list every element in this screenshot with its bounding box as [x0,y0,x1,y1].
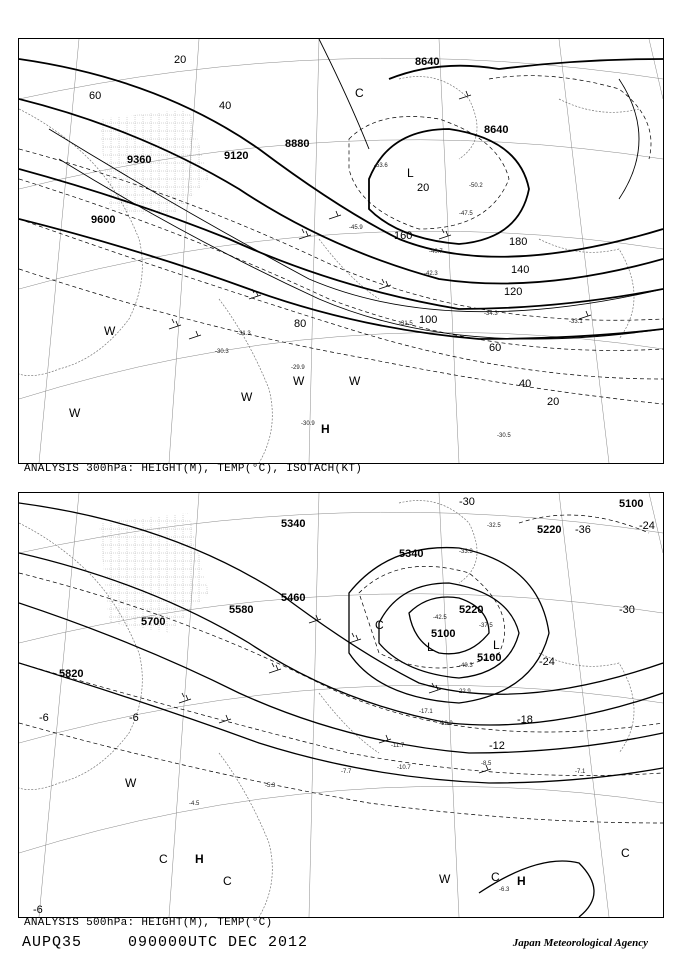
cold-symbol: C [491,870,500,884]
temp-value: -31.5 [399,321,413,327]
isotach-label: 60 [89,90,102,102]
warm-symbol: W [439,872,451,886]
isotach-label: 60 [489,342,502,354]
temp-label: -24 [639,520,655,532]
temp-label: -36 [575,524,591,536]
height-label: 5580 [229,604,254,616]
height-label: 5220 [537,524,562,536]
temp-label: -6 [33,904,43,916]
valid-time: 090000UTC DEC 2012 [128,934,309,951]
temp-value: -47.5 [459,211,473,217]
temp-value: -33.1 [569,319,583,325]
cold-symbol: C [355,86,364,100]
terrain-hatch [99,513,209,633]
high-symbol: H [321,422,330,436]
temp-label: -12 [489,740,505,752]
temp-value: -42.5 [433,615,447,621]
warm-symbol: W [349,374,361,388]
upper-map-panel [18,38,664,464]
height-label: 5220 [459,604,484,616]
isotach-label: 160 [394,230,413,242]
temp-value: -30.9 [301,421,315,427]
isotach-label: 140 [511,264,530,276]
cold-symbol: C [159,852,168,866]
isotach-label: 80 [294,318,307,330]
isotach-label: 40 [219,100,232,112]
temp-label: -6 [39,712,49,724]
lower-map-500hpa [19,493,663,917]
temp-value: -34.3 [484,311,498,317]
temp-value: -32.5 [487,523,501,529]
temp-value: -4.5 [189,801,200,807]
temp-value: -53.6 [374,163,388,169]
temp-value: -12.9 [439,721,453,727]
temp-label: -18 [517,714,533,726]
height-label: 9600 [91,214,116,226]
height-label: 8640 [415,56,440,68]
cold-symbol: C [375,618,384,632]
temp-value: -17.1 [419,709,433,715]
warm-symbol: W [104,324,116,338]
height-label: 5340 [281,518,306,530]
lower-map-caption: ANALYSIS 500hPa: HEIGHT(M), TEMP(°C) [24,917,273,929]
lower-map-panel [18,492,664,918]
cold-symbol: C [223,874,232,888]
temp-label: -24 [539,656,555,668]
cold-symbol: C [621,846,630,860]
temp-value: -7.1 [575,769,586,775]
height-label: 5340 [399,548,424,560]
height-label: 5820 [59,668,84,680]
warm-symbol: W [293,374,305,388]
height-label: 9120 [224,150,249,162]
agency-name: Japan Meteorological Agency [512,937,648,949]
isotach-label: 20 [547,396,560,408]
temp-value: -40.3 [459,663,473,669]
height-label: 5700 [141,616,166,628]
chart-id: AUPQ35 [22,934,83,951]
temp-label: -6 [129,712,139,724]
isotach-labels [89,54,559,408]
height-label: 8640 [484,124,509,136]
temp-value: -42.3 [424,271,438,277]
temp-value: -37.5 [479,623,493,629]
isotach-label: 20 [417,182,430,194]
temp-value: -7.7 [341,769,352,775]
height-label: 9360 [127,154,152,166]
warm-symbol: W [241,390,253,404]
temp-value: -33.3 [459,549,473,555]
warm-symbol: W [69,406,81,420]
height-label: 5100 [431,628,456,640]
temp-value: -11.7 [391,743,405,749]
height-label: 8880 [285,138,310,150]
upper-map-caption: ANALYSIS 300hPa: HEIGHT(M), TEMP(°C), ISOTACH(KT) [24,463,363,475]
isotach-label: 40 [519,378,532,390]
temp-value: -30.5 [497,433,511,439]
isotach-label: 20 [174,54,187,66]
temp-value: -40.7 [429,249,443,255]
temp-value: -6.3 [499,887,510,893]
temp-value: -30.3 [215,349,229,355]
isotach-label: 100 [419,314,438,326]
isotach-label: 120 [504,286,523,298]
temp-value: -10.7 [397,765,411,771]
temperature-values [215,163,583,439]
temp-value: -50.2 [469,183,483,189]
high-symbol: H [195,852,204,866]
warm-symbol: W [125,776,137,790]
low-symbol: L [407,166,414,180]
height-label: 5100 [477,652,502,664]
low-symbol: L [427,640,434,654]
upper-map-300hpa [19,39,663,463]
height-label: 5460 [281,592,306,604]
temp-label: -30 [619,604,635,616]
low-symbol: L [493,638,500,652]
height-label: 5100 [619,498,644,510]
temp-value: -31.3 [237,331,251,337]
temp-value: -45.9 [349,225,363,231]
high-symbol: H [517,874,526,888]
temp-value: -5.3 [265,783,276,789]
temp-value: -22.9 [457,689,471,695]
temp-label: -30 [459,496,475,508]
temp-value: -8.5 [481,761,492,767]
isotach-label: 180 [509,236,528,248]
temp-value: -29.9 [291,365,305,371]
